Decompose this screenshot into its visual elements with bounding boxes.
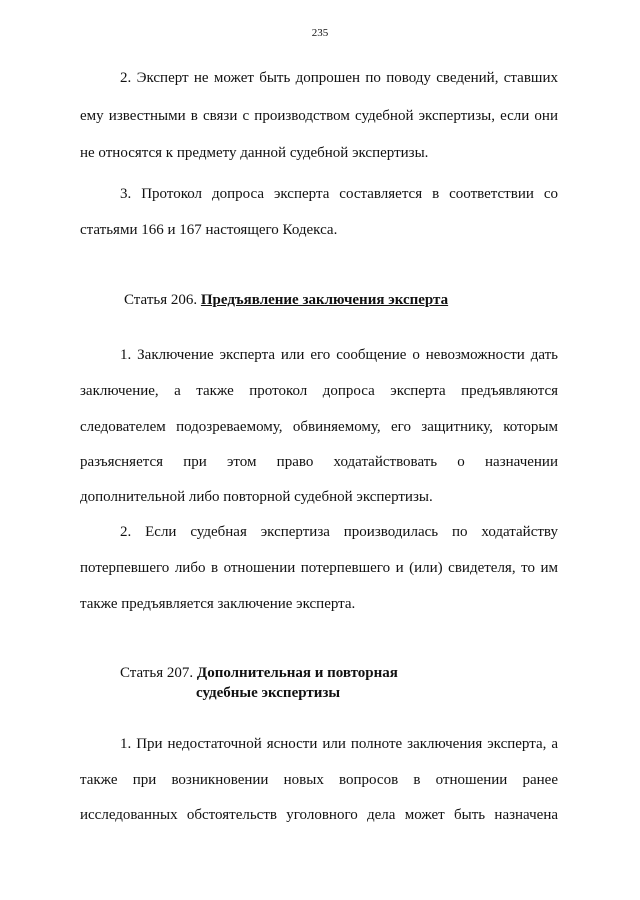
article-206-p1-line-4: разъясняется при этом право ходатайствовать о назначении — [80, 454, 558, 470]
article-206-prefix: Статья 206. — [124, 292, 198, 308]
article-206-p1-line-1: 1. Заключение эксперта или его сообщение о невозможности дать — [120, 347, 558, 363]
paragraph-3-line-2: статьями 166 и 167 настоящего Кодекса. — [80, 222, 338, 238]
paragraph-3-line-1: 3. Протокол допроса эксперта составляется в соответствии со — [120, 186, 558, 202]
paragraph-2-line-1: 2. Эксперт не может быть допрошен по поводу сведений, ставших — [120, 70, 558, 86]
article-206-heading — [124, 290, 448, 310]
article-207-title-line-2: судебные экспертизы — [196, 685, 341, 701]
article-206-p1-line-3: следователем подозреваемому, обвиняемому, его защитнику, которым — [80, 419, 558, 435]
paragraph-2-line-2: ему известными в связи с производством судебной экспертизы, если они — [80, 108, 558, 124]
article-207-heading-line-2 — [196, 683, 340, 703]
article-206-title: Предъявление заключения эксперта — [200, 292, 449, 308]
article-207-p1-line-1: 1. При недостаточной ясности или полноте заключения эксперта, а — [120, 736, 558, 752]
article-207-title-line-1: Дополнительная и повторная — [196, 665, 398, 681]
article-207-p1-line-3: исследованных обстоятельств уголовного дела может быть назначена — [80, 807, 558, 823]
page-number: 235 — [311, 27, 329, 39]
article-207-prefix: Статья 207. — [120, 665, 194, 681]
paragraph-2-line-3: не относятся к предмету данной судебной экспертизы. — [80, 145, 429, 161]
article-206-p2-line-1: 2. Если судебная экспертиза производилась по ходатайству — [120, 524, 558, 540]
article-206-p1-line-2: заключение, а также протокол допроса эксперта предъявляются — [80, 383, 558, 399]
article-206-p1-line-5: дополнительной либо повторной судебной экспертизы. — [80, 489, 433, 505]
article-206-p2-line-3: также предъявляется заключение эксперта. — [80, 596, 356, 612]
article-207-p1-line-2: также при возникновении новых вопросов в отношении ранее — [80, 772, 558, 788]
article-207-heading — [120, 663, 398, 683]
article-206-p2-line-2: потерпевшего либо в отношении потерпевшего и (или) свидетеля, то им — [80, 560, 558, 576]
